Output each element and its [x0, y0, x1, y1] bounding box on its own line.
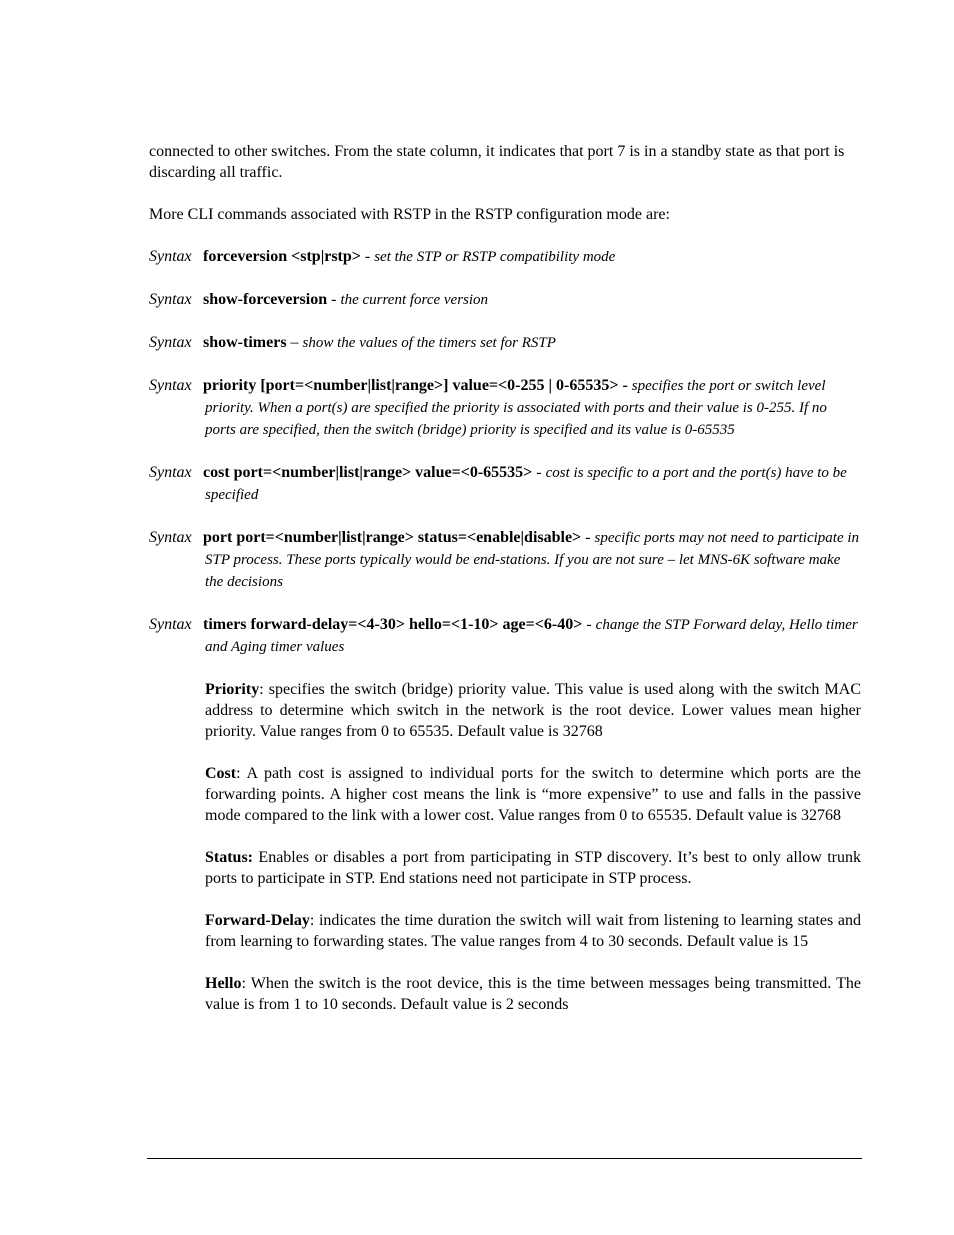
field-description: When the switch is the root device, this is the time between messages being transmitted. The value is from 1 to 10 seconds. Default value is 2 seconds — [205, 975, 861, 1013]
command-text: show-timers — [203, 334, 287, 351]
command-separator: - — [581, 529, 595, 546]
command-text: timers forward-delay=<4-30> hello=<1-10> age=<6-40> — [203, 616, 583, 633]
command-separator: – — [286, 334, 303, 351]
command-description: specifies the port or switch level priority. When a port(s) are specified the priority is associated with ports and their value is 0-255. If no ports are specified, then the switch (bridge) priority is specified and its value is 0-65535 — [205, 378, 827, 438]
field-colon: : — [236, 765, 241, 782]
field-description: specifies the switch (bridge) priority value. This value is used along with the switch MAC address to determine which switch in the network is the root device. Lower values mean higher priority. Value ranges from 0 to 65535. Default value is 32768 — [205, 681, 861, 740]
syntax-label: Syntax — [149, 291, 192, 308]
field-cost — [205, 763, 861, 826]
syntax-forceversion — [149, 246, 861, 268]
command-separator: - — [327, 291, 341, 308]
field-term: Forward-Delay — [205, 912, 310, 929]
field-term: Status: — [205, 849, 254, 866]
syntax-port — [149, 527, 861, 593]
syntax-label: Syntax — [149, 248, 192, 265]
command-description: specific ports may not need to participate in STP process. These ports typically would be end-stations. If you are not sure – let MNS-6K software make the decisions — [205, 530, 860, 590]
syntax-label: Syntax — [149, 616, 192, 633]
command-text: forceversion <stp|rstp> — [203, 248, 361, 265]
field-colon: : — [309, 912, 315, 929]
command-description: the current force version — [340, 292, 489, 308]
syntax-priority — [149, 375, 861, 441]
field-forward-delay — [205, 910, 861, 952]
field-term: Hello — [205, 975, 242, 992]
field-term: Cost — [205, 765, 237, 782]
syntax-label: Syntax — [149, 529, 192, 546]
document-body — [149, 141, 861, 1015]
command-description: set the STP or RSTP compatibility mode — [374, 249, 616, 265]
syntax-label: Syntax — [149, 464, 192, 481]
syntax-label: Syntax — [149, 334, 192, 351]
intro-commands-heading: More CLI commands associated with RSTP in the RSTP configuration mode are: — [149, 206, 670, 223]
command-separator: - — [532, 464, 546, 481]
field-hello — [205, 973, 861, 1015]
command-text: priority [port=<number|list|range>] value=<0-255 | 0-65535> - — [203, 377, 628, 394]
syntax-label: Syntax — [149, 377, 192, 394]
command-text: cost port=<number|list|range> value=<0-65535> — [203, 464, 533, 481]
command-separator: - — [360, 248, 375, 265]
command-description: show the values of the timers set for RSTP — [302, 335, 556, 351]
field-status — [205, 847, 861, 889]
field-description: A path cost is assigned to individual ports for the switch to determine which ports are the forwarding points. A higher cost means the link is “more expensive” to use and falls in the passive mode compared to the link with a lower cost. Value ranges from 0 to 65535. Default value is 32768 — [205, 765, 861, 824]
command-text: show-forceversion — [203, 291, 328, 308]
footer-rule — [147, 1158, 862, 1159]
command-text: port port=<number|list|range> status=<enable|disable> — [203, 529, 582, 546]
syntax-timers — [149, 614, 861, 658]
intro-paragraph: connected to other switches. From the state column, it indicates that port 7 is in a standby state as that port is discarding all traffic. — [149, 143, 845, 181]
command-description: change the STP Forward delay, Hello timer and Aging timer values — [205, 617, 858, 655]
field-term: Priority — [205, 681, 260, 698]
syntax-cost — [149, 462, 861, 506]
field-colon: : — [241, 975, 246, 992]
field-description: Enables or disables a port from participating in STP discovery. It’s best to only allow trunk ports to participate in STP. End stations need not participate in STP process. — [205, 849, 861, 887]
syntax-show-timers — [149, 332, 861, 354]
command-description: cost is specific to a port and the port(s) have to be specified — [205, 465, 847, 503]
field-priority — [205, 679, 861, 742]
field-description: indicates the time duration the switch will wait from listening to learning states and from learning to forwarding states. The value ranges from 4 to 30 seconds. Default value is 15 — [205, 912, 861, 950]
field-colon: : — [259, 681, 264, 698]
command-separator: - — [582, 616, 596, 633]
syntax-show-forceversion — [149, 289, 861, 311]
